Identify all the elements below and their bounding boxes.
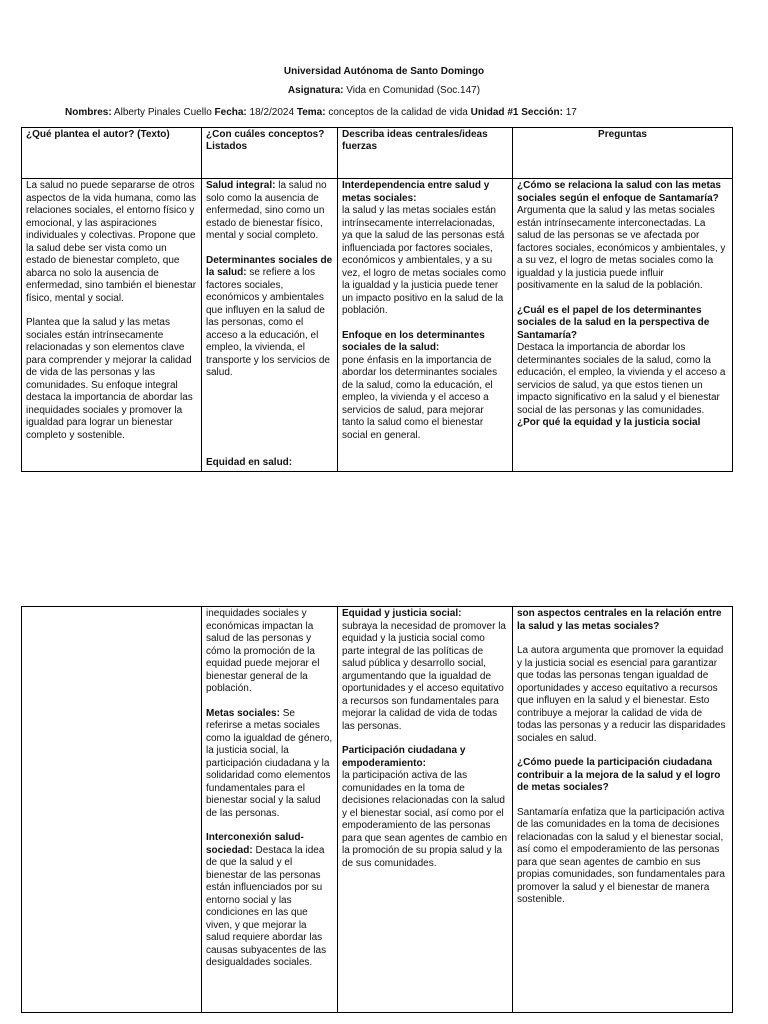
author-cell [21, 178, 201, 471]
concept-term-continued: Equidad en salud: [206, 457, 293, 468]
idea-item [342, 330, 508, 443]
questions-cell [512, 178, 732, 471]
subject-value: Vida en Comunidad (Soc.147) [346, 85, 481, 96]
ideas-cell [337, 178, 512, 471]
question-item [517, 180, 728, 293]
idea-text: pone énfasis en la importancia de abordar los determinantes sociales de la salud, como la educación, el empleo, la vivienda y el acceso a servicios de salud, para mejorar tanto la salud como el bienestar social en general. [342, 354, 498, 441]
idea-term: Interdependencia entre salud y metas sociales: [342, 180, 490, 204]
idea-term: Enfoque en los determinantes sociales de la salud: [342, 329, 485, 353]
question-item [517, 608, 728, 633]
idea-term: Equidad y justicia social: [342, 608, 462, 619]
concept-text: Destaca la idea de que la salud y el bienestar de las personas están influenciados por su entorno social y las condiciones en las que viven, y que mejorar la salud requiere abordar las causas subyacentes de las desigualdades sociales. [206, 844, 327, 968]
concept-item [206, 255, 333, 380]
table-border-bottom [21, 1012, 733, 1013]
date-value: 18/2/2024 [249, 107, 295, 118]
idea-term: Participación ciudadana y empoderamiento: [342, 745, 466, 769]
question-text: ¿Cómo puede la participación ciudadana contribuir a la mejora de la salud y el logro de metas sociales? [517, 757, 721, 793]
answer-text: Argumenta que la salud y las metas sociales están intrínsecamente interconectadas. La salud de las personas se ve afectada por factores sociales, económicos y ambientales, y a su vez, el logro de metas sociales como la igualdad y la justicia puede influir positivamente en la salud de la población. [517, 205, 726, 291]
concept-text: Se referirse a metas sociales como la igualdad de género, la justicia social, la participación ciudadana y la solidaridad como elementos fundamentales para el bienestar social y la salud de las personas. [206, 707, 333, 819]
answer-text: Santamaría enfatiza que la participación activa de las comunidades en la toma de decisiones relacionadas con la salud y el bienestar social, así como el empoderamiento de las personas para que sean agentes de cambio en sus propias comunidades, son fundamentales para promover la salud y el bienestar de manera sostenible. [517, 806, 725, 905]
concept-text: la salud no solo como la ausencia de enfermedad, sino como un estado de bienestar físico, mental y social completo. [206, 180, 327, 241]
concept-term: Salud integral: [206, 180, 276, 191]
university-title: Universidad Autónoma de Santo Domingo [283, 66, 485, 77]
header-concepts: ¿Con cuáles conceptos? Listados [201, 127, 337, 178]
topic-value: conceptos de la calidad de vida [328, 107, 468, 118]
subject-label: Asignatura: [287, 85, 344, 96]
student-info-line [65, 107, 577, 120]
concepts-cell [201, 178, 337, 471]
concept-term: Determinantes sociales de la salud: [206, 254, 333, 278]
idea-text: la participación activa de las comunidades en la toma de decisiones relacionadas con la salud y el bienestar social, así como por el empoderamiento de las personas para que sean agentes de cambio en la promoción de su propia salud y la de sus comunidades. [342, 770, 508, 869]
question-text: ¿Cómo se relaciona la salud con las metas sociales según el enfoque de Santamaría? [517, 180, 721, 204]
concept-item [206, 708, 333, 821]
date-label: Fecha: [214, 107, 247, 118]
concept-text: se refiere a los factores sociales, económicos y ambientales que influyen en la salud de las personas, como el acceso a la educación, el empleo, la vivienda, el transporte y los servicios de salud. [206, 267, 330, 378]
concept-term: Interconexión salud-sociedad: [206, 832, 304, 856]
idea-item [342, 180, 508, 318]
idea-text: subraya la necesidad de promover la equidad y la justicia social como parte integral de las políticas de salud pública y desarrollo social, argumentando que la igualdad de oportunidades y el acceso equitativo a recursos son fundamentales para mejorar la calidad de vida de todas las personas. [342, 620, 506, 732]
subject-line [0, 85, 768, 98]
idea-item [342, 608, 508, 733]
author-paragraph-1: La salud no puede separarse de otros aspectos de la vida humana, como las relaciones sociales, el entorno físico y emocional, y las aspiraciones individuales y colectivas. Propone que la salud debe ser vista como un estado de bienestar completo, que abarca no solo la ausencia de enfermedad, sino también el bienestar físico, mental y social. [26, 180, 197, 304]
concepts-cell-continued [201, 606, 337, 1012]
table-border-bottom [21, 471, 733, 472]
unit-value: #1 [507, 107, 519, 118]
header-author: ¿Qué plantea el autor? (Texto) [21, 127, 201, 178]
idea-text: la salud y las metas sociales están intrínsecamente interrelacionadas, ya que la salud de las personas está influenciada por factores sociales, económicos y ambientales, y a su vez, el logro de metas sociales como la igualdad y la justicia puede tener un impacto positivo en la salud de la población. [342, 205, 506, 316]
ideas-cell-continued [337, 606, 512, 1012]
topic-label: Tema: [296, 107, 326, 118]
answer-text: La autora argumenta que promover la equidad y la justicia social es esencial para garantizar que todas las personas tengan igualdad de oportunidades y acceso equitativo a recursos que influyen en la salud y el bienestar. Esto contribuye a mejorar la calidad de vida de todas las personas y a reducir las disparidades sociales en salud. [517, 645, 726, 744]
questions-cell-continued [512, 606, 732, 1012]
unit-label: Unidad [470, 107, 505, 118]
names-label: Nombres: [65, 107, 112, 118]
question-continued: ¿Por qué la equidad y la justicia social [517, 417, 701, 428]
author-paragraph-2: Plantea que la salud y las metas sociales están intrínsecamente relacionadas y son elementos clave para comprender y mejorar la calidad de vida de las personas y las comunidades. Su enfoque integral destaca la importancia de abordar las inequidades sociales y promover la igualdad para lograr un bienestar completo y sostenible. [26, 317, 193, 441]
idea-item [342, 745, 508, 870]
question-item [517, 757, 728, 795]
section-label: Sección: [521, 107, 563, 118]
concept-term: Metas sociales: [206, 707, 280, 719]
question-item [517, 305, 728, 418]
section-value: 17 [565, 107, 577, 118]
question-text: ¿Cuál es el papel de los determinantes sociales de la salud en la perspectiva de Santamaría? [517, 304, 710, 341]
names-value: Alberty Pinales Cuello [113, 107, 212, 118]
header-ideas: Describa ideas centrales/ideas fuerzas [337, 127, 512, 178]
author-cell-continued [21, 606, 201, 1012]
concept-text-continued: inequidades sociales y económicas impactan la salud de las personas y cómo la promoción de la equidad puede mejorar el bienestar general de la población. [206, 608, 320, 694]
answer-text: Destaca la importancia de abordar los determinantes sociales de la salud, como la educación, el empleo, la vivienda y el acceso a servicios de salud, ya que estos tienen un impacto significativo en la salud y el bienestar social de las personas y las comunidades. [517, 342, 726, 416]
concept-item [206, 832, 333, 970]
question-text-continued: son aspectos centrales en la relación entre la salud y las metas sociales? [517, 608, 722, 632]
header-questions: Preguntas [512, 127, 732, 178]
concept-item [206, 180, 333, 243]
table-border-right [732, 127, 733, 472]
table-border-right [732, 606, 733, 1013]
